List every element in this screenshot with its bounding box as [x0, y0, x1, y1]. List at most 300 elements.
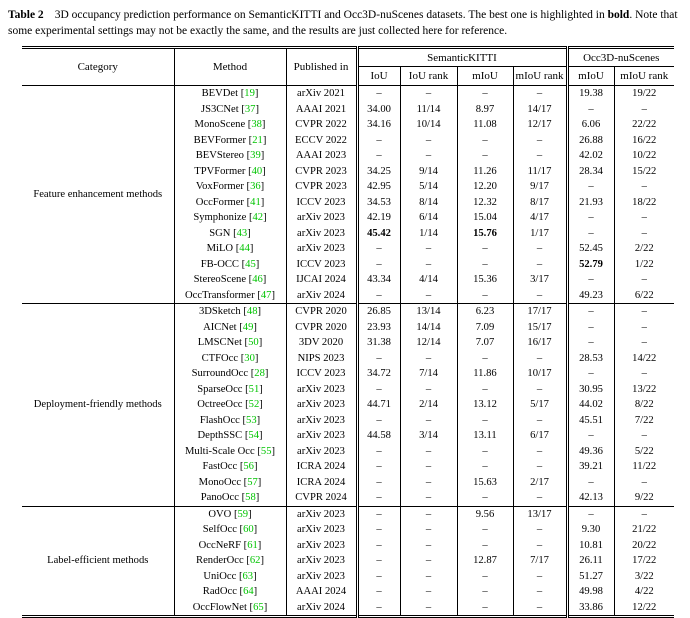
value-cell: 15.04	[457, 210, 513, 226]
value-cell: –	[357, 584, 400, 600]
category-cell: Deployment-friendly methods	[22, 304, 174, 507]
value-cell: 2/14	[400, 397, 457, 413]
citation-ref[interactable]: 19	[244, 88, 255, 100]
value-cell: –	[400, 444, 457, 460]
published-in-cell: arXiv 2021	[286, 86, 357, 102]
method-cell: TPVFormer [40]	[174, 164, 286, 180]
citation-ref[interactable]: 65	[253, 601, 264, 613]
value-cell: –	[400, 148, 457, 164]
published-in-cell: CVPR 2022	[286, 117, 357, 133]
method-cell: OccFormer [41]	[174, 195, 286, 211]
citation-ref[interactable]: 39	[250, 150, 261, 162]
value-cell: 5/22	[614, 444, 674, 460]
citation-ref[interactable]: 63	[242, 570, 254, 582]
method-cell: SurroundOcc [28]	[174, 366, 286, 382]
citation-ref[interactable]: 50	[248, 337, 259, 349]
value-cell: –	[513, 288, 567, 304]
value-cell: –	[513, 444, 567, 460]
value-cell: –	[513, 490, 567, 506]
citation-ref[interactable]: 47	[260, 289, 272, 301]
value-cell: 7.07	[457, 335, 513, 351]
value-cell: 7/14	[400, 366, 457, 382]
value-cell: 12/14	[400, 335, 457, 351]
value-cell: 6.06	[567, 117, 614, 133]
published-in-cell: CVPR 2020	[286, 320, 357, 336]
value-cell: 10/17	[513, 366, 567, 382]
value-cell: 7/22	[614, 413, 674, 429]
value-cell: –	[357, 351, 400, 367]
published-in-cell: arXiv 2023	[286, 538, 357, 554]
value-cell: –	[357, 444, 400, 460]
value-cell: 16/22	[614, 133, 674, 149]
published-in-cell: AAAI 2023	[286, 148, 357, 164]
value-cell: 11.08	[457, 117, 513, 133]
value-cell: 45.51	[567, 413, 614, 429]
published-in-cell: ICCV 2023	[286, 366, 357, 382]
value-cell: 11/17	[513, 164, 567, 180]
method-cell: FlashOcc [53]	[174, 413, 286, 429]
value-cell: 28.53	[567, 351, 614, 367]
value-cell: –	[457, 444, 513, 460]
published-in-cell: ICCV 2023	[286, 195, 357, 211]
value-cell: –	[614, 179, 674, 195]
value-cell: 39.21	[567, 459, 614, 475]
value-cell: 44.71	[357, 397, 400, 413]
method-cell: PanoOcc [58]	[174, 490, 286, 506]
value-cell: –	[357, 148, 400, 164]
value-cell: –	[357, 522, 400, 538]
caption-bold-word: bold	[607, 9, 630, 21]
value-cell: –	[513, 382, 567, 398]
value-cell: –	[400, 584, 457, 600]
value-cell: –	[357, 553, 400, 569]
table-row	[22, 506, 674, 522]
published-in-cell: arXiv 2023	[286, 444, 357, 460]
value-cell: –	[513, 133, 567, 149]
citation-ref[interactable]: 56	[243, 461, 254, 473]
published-in-cell: arXiv 2023	[286, 397, 357, 413]
value-cell: –	[567, 210, 614, 226]
citation-ref[interactable]: 55	[260, 445, 272, 457]
value-cell: 12.87	[457, 553, 513, 569]
value-cell: –	[614, 226, 674, 242]
method-cell: Symphonize [42]	[174, 210, 286, 226]
value-cell: 9.30	[567, 522, 614, 538]
value-cell: –	[513, 459, 567, 475]
value-cell: –	[457, 413, 513, 429]
value-cell: 34.00	[357, 102, 400, 118]
value-cell: 42.95	[357, 179, 400, 195]
value-cell: 43.34	[357, 272, 400, 288]
value-cell: –	[513, 241, 567, 257]
value-cell: 11/14	[400, 102, 457, 118]
value-cell: –	[457, 490, 513, 506]
value-cell: –	[457, 86, 513, 102]
citation-ref[interactable]: 59	[237, 508, 249, 520]
method-cell: OccFlowNet [65]	[174, 600, 286, 617]
value-cell: 49.98	[567, 584, 614, 600]
value-cell: –	[614, 366, 674, 382]
value-cell: –	[567, 179, 614, 195]
published-in-cell: arXiv 2023	[286, 413, 357, 429]
value-cell: –	[357, 538, 400, 554]
value-cell: 26.88	[567, 133, 614, 149]
published-in-cell: arXiv 2023	[286, 241, 357, 257]
citation-ref[interactable]: 45	[245, 258, 256, 270]
method-cell: StereoScene [46]	[174, 272, 286, 288]
method-cell: DepthSSC [54]	[174, 428, 286, 444]
value-cell: –	[614, 428, 674, 444]
value-cell: 52.45	[567, 241, 614, 257]
citation-ref[interactable]: 41	[250, 196, 261, 208]
value-cell: –	[567, 304, 614, 320]
value-cell: –	[400, 569, 457, 585]
value-cell: –	[457, 148, 513, 164]
published-in-cell: ICCV 2023	[286, 257, 357, 273]
group-header-occ3d-nuscenes: Occ3D-nuScenes	[567, 48, 674, 67]
value-cell: –	[513, 538, 567, 554]
value-cell: –	[614, 102, 674, 118]
value-cell: 6/17	[513, 428, 567, 444]
value-cell: –	[457, 522, 513, 538]
value-cell: –	[567, 320, 614, 336]
value-cell: 6/14	[400, 210, 457, 226]
published-in-cell: ICRA 2024	[286, 475, 357, 491]
value-cell: –	[457, 257, 513, 273]
value-cell: –	[357, 506, 400, 522]
value-cell: 34.53	[357, 195, 400, 211]
value-cell: 49.23	[567, 288, 614, 304]
col-header-iou-rank: IoU rank	[400, 67, 457, 86]
citation-ref[interactable]: 62	[249, 555, 261, 567]
value-cell: –	[457, 459, 513, 475]
citation-ref[interactable]: 60	[243, 524, 254, 536]
value-cell: –	[400, 86, 457, 102]
value-cell: 15/22	[614, 164, 674, 180]
citation-ref[interactable]: 28	[254, 368, 265, 380]
value-cell: 9/22	[614, 490, 674, 506]
value-cell: –	[513, 86, 567, 102]
value-cell: 13/14	[400, 304, 457, 320]
value-cell: 13.11	[457, 428, 513, 444]
value-cell: 20/22	[614, 538, 674, 554]
value-cell: –	[400, 538, 457, 554]
value-cell: –	[400, 288, 457, 304]
value-cell: –	[614, 475, 674, 491]
value-cell: –	[614, 304, 674, 320]
value-cell: 1/14	[400, 226, 457, 242]
value-cell: –	[400, 382, 457, 398]
value-cell: –	[357, 459, 400, 475]
value-cell: 12/22	[614, 600, 674, 617]
value-cell: 10/14	[400, 117, 457, 133]
caption-label: Table 2	[8, 9, 44, 21]
value-cell: –	[614, 320, 674, 336]
value-cell: –	[614, 272, 674, 288]
published-in-cell: CVPR 2023	[286, 164, 357, 180]
value-cell: 13/22	[614, 382, 674, 398]
value-cell: 11.26	[457, 164, 513, 180]
value-cell: –	[567, 366, 614, 382]
table-row	[22, 86, 674, 102]
value-cell: –	[614, 335, 674, 351]
published-in-cell: ECCV 2022	[286, 133, 357, 149]
value-cell: 15.76	[457, 226, 513, 242]
published-in-cell: arXiv 2023	[286, 226, 357, 242]
value-cell: 5/14	[400, 179, 457, 195]
value-cell: 44.02	[567, 397, 614, 413]
citation-ref[interactable]: 43	[236, 227, 248, 239]
value-cell: 9/14	[400, 164, 457, 180]
value-cell: –	[400, 257, 457, 273]
value-cell: –	[513, 257, 567, 273]
published-in-cell: arXiv 2023	[286, 428, 357, 444]
value-cell: 14/22	[614, 351, 674, 367]
value-cell: –	[400, 133, 457, 149]
published-in-cell: arXiv 2023	[286, 553, 357, 569]
method-cell: VoxFormer [36]	[174, 179, 286, 195]
method-cell: SelfOcc [60]	[174, 522, 286, 538]
header-group-row	[22, 48, 674, 67]
citation-ref[interactable]: 48	[246, 306, 258, 318]
value-cell: 44.58	[357, 428, 400, 444]
value-cell: 14/17	[513, 102, 567, 118]
value-cell: 17/17	[513, 304, 567, 320]
published-in-cell: IJCAI 2024	[286, 272, 357, 288]
value-cell: –	[400, 506, 457, 522]
published-in-cell: arXiv 2023	[286, 210, 357, 226]
value-cell: 21.93	[567, 195, 614, 211]
published-in-cell: arXiv 2023	[286, 506, 357, 522]
value-cell: –	[457, 538, 513, 554]
value-cell: 34.25	[357, 164, 400, 180]
value-cell: –	[357, 133, 400, 149]
method-cell: 3DSketch [48]	[174, 304, 286, 320]
citation-ref[interactable]: 30	[244, 352, 255, 364]
value-cell: –	[357, 241, 400, 257]
value-cell: –	[513, 413, 567, 429]
value-cell: 11/22	[614, 459, 674, 475]
value-cell: 3/14	[400, 428, 457, 444]
value-cell: –	[567, 475, 614, 491]
method-cell: MonoScene [38]	[174, 117, 286, 133]
value-cell: 18/22	[614, 195, 674, 211]
value-cell: 13/17	[513, 506, 567, 522]
citation-ref[interactable]: 36	[250, 181, 261, 193]
value-cell: –	[357, 600, 400, 617]
value-cell: 31.38	[357, 335, 400, 351]
value-cell: –	[567, 226, 614, 242]
table-body	[22, 86, 674, 617]
value-cell: 7/17	[513, 553, 567, 569]
value-cell: –	[513, 584, 567, 600]
col-header-category: Category	[22, 48, 174, 86]
published-in-cell: arXiv 2023	[286, 382, 357, 398]
value-cell: –	[513, 569, 567, 585]
value-cell: 12/17	[513, 117, 567, 133]
method-cell: OVO [59]	[174, 506, 286, 522]
published-in-cell: arXiv 2023	[286, 569, 357, 585]
method-cell: Multi-Scale Occ [55]	[174, 444, 286, 460]
method-cell: MiLO [44]	[174, 241, 286, 257]
method-cell: CTFOcc [30]	[174, 351, 286, 367]
method-cell: OctreeOcc [52]	[174, 397, 286, 413]
citation-ref[interactable]: 64	[243, 586, 254, 598]
value-cell: –	[357, 257, 400, 273]
value-cell: 5/17	[513, 397, 567, 413]
value-cell: 1/17	[513, 226, 567, 242]
published-in-cell: CVPR 2023	[286, 179, 357, 195]
citation-ref[interactable]: 53	[246, 414, 257, 426]
method-cell: RadOcc [64]	[174, 584, 286, 600]
citation-ref[interactable]: 21	[252, 134, 263, 146]
value-cell: 23.93	[357, 320, 400, 336]
value-cell: 21/22	[614, 522, 674, 538]
published-in-cell: 3DV 2020	[286, 335, 357, 351]
value-cell: 6.23	[457, 304, 513, 320]
value-cell: 10/22	[614, 148, 674, 164]
value-cell: –	[457, 351, 513, 367]
value-cell: 7.09	[457, 320, 513, 336]
col-header-method: Method	[174, 48, 286, 86]
value-cell: 19.38	[567, 86, 614, 102]
performance-table	[22, 46, 674, 618]
category-cell: Feature enhancement methods	[33, 188, 163, 200]
value-cell: 49.36	[567, 444, 614, 460]
value-cell: 9.56	[457, 506, 513, 522]
citation-ref[interactable]: 44	[239, 243, 250, 255]
method-cell: BEVDet [19]	[174, 86, 286, 102]
value-cell: –	[457, 584, 513, 600]
col-header-published-in: Published in	[286, 48, 357, 86]
published-in-cell: arXiv 2024	[286, 288, 357, 304]
col-header-miou-rank: mIoU rank	[513, 67, 567, 86]
value-cell: 33.86	[567, 600, 614, 617]
value-cell: 42.02	[567, 148, 614, 164]
value-cell: –	[457, 133, 513, 149]
value-cell: 17/22	[614, 553, 674, 569]
value-cell: 8/17	[513, 195, 567, 211]
value-cell: 3/17	[513, 272, 567, 288]
citation-ref[interactable]: 58	[245, 492, 256, 504]
method-cell: JS3CNet [37]	[174, 102, 286, 118]
method-cell: FastOcc [56]	[174, 459, 286, 475]
value-cell: –	[400, 600, 457, 617]
published-in-cell: AAAI 2024	[286, 584, 357, 600]
value-cell: 15.36	[457, 272, 513, 288]
value-cell: 45.42	[357, 226, 400, 242]
value-cell: 42.19	[357, 210, 400, 226]
value-cell: 42.13	[567, 490, 614, 506]
col-header-iou: IoU	[357, 67, 400, 86]
value-cell: 52.79	[567, 257, 614, 273]
citation-ref[interactable]: 42	[252, 212, 264, 224]
col-header-miou: mIoU	[457, 67, 513, 86]
citation-ref[interactable]: 52	[248, 399, 260, 411]
value-cell: 4/14	[400, 272, 457, 288]
value-cell: 26.85	[357, 304, 400, 320]
value-cell: –	[400, 459, 457, 475]
value-cell: –	[567, 102, 614, 118]
value-cell: 10.81	[567, 538, 614, 554]
citation-ref[interactable]: 61	[247, 539, 258, 551]
value-cell: –	[400, 522, 457, 538]
value-cell: 8/14	[400, 195, 457, 211]
citation-ref[interactable]: 46	[252, 274, 263, 286]
value-cell: 12.32	[457, 195, 513, 211]
value-cell: –	[513, 522, 567, 538]
value-cell: –	[513, 351, 567, 367]
published-in-cell: arXiv 2023	[286, 522, 357, 538]
value-cell: –	[567, 335, 614, 351]
value-cell: 2/22	[614, 241, 674, 257]
value-cell: –	[357, 288, 400, 304]
value-cell: 28.34	[567, 164, 614, 180]
published-in-cell: CVPR 2024	[286, 490, 357, 506]
published-in-cell: NIPS 2023	[286, 351, 357, 367]
table-row	[22, 304, 674, 320]
value-cell: –	[400, 413, 457, 429]
method-cell: SGN [43]	[174, 226, 286, 242]
value-cell: –	[513, 600, 567, 617]
value-cell: 3/22	[614, 569, 674, 585]
value-cell: 1/22	[614, 257, 674, 273]
value-cell: 15.63	[457, 475, 513, 491]
value-cell: –	[457, 241, 513, 257]
citation-ref[interactable]: 57	[247, 476, 258, 488]
value-cell: 14/14	[400, 320, 457, 336]
value-cell: 51.27	[567, 569, 614, 585]
method-cell: BEVStereo [39]	[174, 148, 286, 164]
caption-text: 3D occupancy prediction performance on SemanticKITTI and Occ3D-nuScenes datasets. The best one is highlighted in	[54, 9, 608, 21]
value-cell: –	[400, 553, 457, 569]
value-cell: –	[457, 288, 513, 304]
value-cell: 4/22	[614, 584, 674, 600]
published-in-cell: AAAI 2021	[286, 102, 357, 118]
citation-ref[interactable]: 54	[248, 430, 259, 442]
value-cell: –	[357, 86, 400, 102]
citation-ref[interactable]: 49	[242, 321, 254, 333]
method-cell: UniOcc [63]	[174, 569, 286, 585]
value-cell: 8/22	[614, 397, 674, 413]
value-cell: 8.97	[457, 102, 513, 118]
table-header	[22, 48, 674, 86]
value-cell: 30.95	[567, 382, 614, 398]
value-cell: –	[357, 382, 400, 398]
value-cell: 4/17	[513, 210, 567, 226]
value-cell: 9/17	[513, 179, 567, 195]
citation-ref[interactable]: 37	[244, 103, 256, 115]
value-cell: –	[457, 600, 513, 617]
value-cell: –	[457, 382, 513, 398]
category-cell: Label-efficient methods	[22, 506, 174, 617]
value-cell: –	[457, 569, 513, 585]
value-cell: 19/22	[614, 86, 674, 102]
citation-ref[interactable]: 51	[248, 383, 260, 395]
value-cell: –	[567, 272, 614, 288]
value-cell: –	[567, 506, 614, 522]
table-caption	[8, 8, 684, 39]
value-cell: 13.12	[457, 397, 513, 413]
value-cell: –	[400, 351, 457, 367]
value-cell: –	[567, 428, 614, 444]
value-cell: –	[400, 490, 457, 506]
citation-ref[interactable]: 40	[251, 165, 263, 177]
published-in-cell: CVPR 2020	[286, 304, 357, 320]
value-cell: –	[513, 148, 567, 164]
citation-ref[interactable]: 38	[251, 119, 262, 131]
group-header-semantickitti: SemanticKITTI	[357, 48, 567, 67]
